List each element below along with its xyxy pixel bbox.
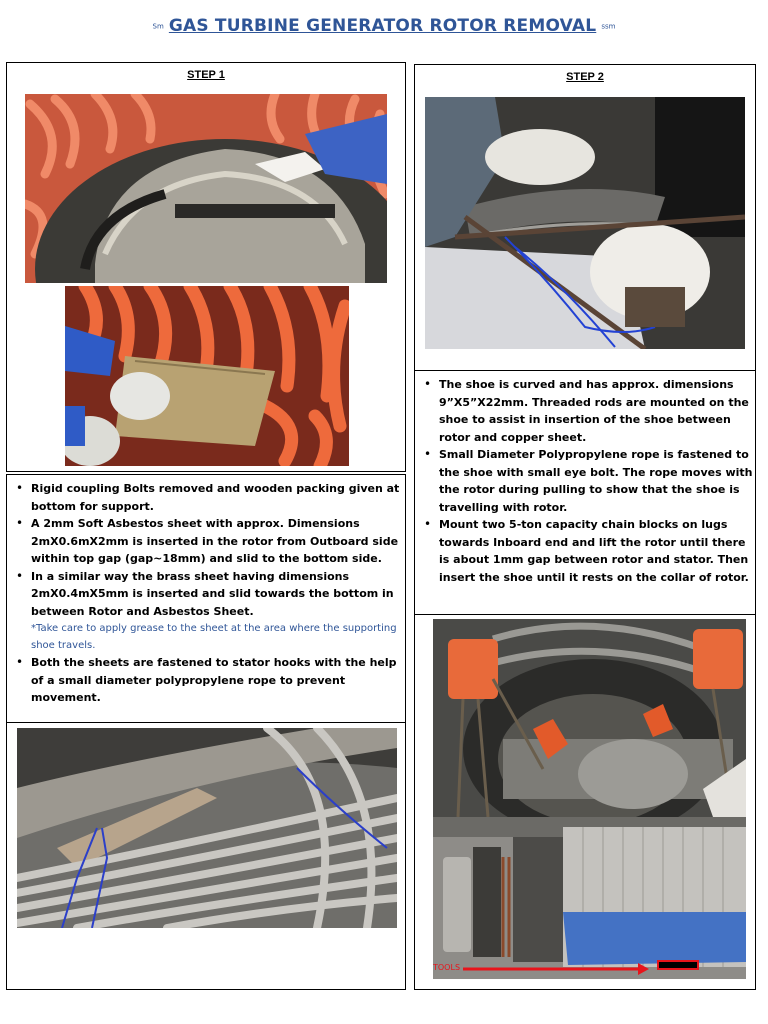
step1-label: STEP 1 (187, 69, 225, 81)
step1-bullet-3 (31, 568, 405, 655)
step2-text-panel (414, 370, 756, 616)
step2-bullet-3: • Mount two 5-ton capacity chain blocks on lugs towards Inboard end and lift the rotor until there is about 1mm gap between rotor and stator. Then insert the shoe until it rests on the collar of rotor. (439, 516, 755, 586)
step2-bullet-list (415, 376, 755, 586)
step1-text-panel (6, 474, 406, 724)
title-prefix: Sm (152, 22, 164, 31)
step2-bullet-2: • Small Diameter Polypropylene rope is fastened to the shoe with small eye bolt. The rope moves with the rotor during pulling to show that the shoe is travelling with rotor. (439, 446, 755, 516)
step1-grease-note: *Take care to apply grease to the sheet at the area where the supporting shoe travels. (31, 623, 397, 651)
step1-bullet-2: • A 2mm Soft Asbestos sheet with approx. Dimensions 2mX0.6mX2mm is inserted in the rotor from Outboard side within top gap (gap~18mm) and slid to the bottom side. (31, 515, 405, 568)
step1-bullet-3-text: In a similar way the brass sheet having dimensions 2mX0.4mX5mm is inserted and slid towards the bottom in between Rotor and Asbestos Sheet. (31, 569, 394, 618)
step1-bullet-1: • Rigid coupling Bolts removed and wooden packing given at bottom for support. (31, 480, 405, 515)
step2-photo-chain-blocks (433, 619, 746, 817)
title-suffix: ssm (601, 22, 616, 31)
title-text: GAS TURBINE GENERATOR ROTOR REMOVAL (168, 16, 597, 36)
step2-photo-rotor-shoe (433, 817, 746, 979)
tools-label: TOOLS (433, 963, 461, 972)
step1-photo-brass-sheet (65, 286, 349, 466)
step2-photo-shoe-insertion (425, 97, 745, 349)
step1-bullet-4: • Both the sheets are fastened to stator hooks with the help of a small diameter polypropylene rope to prevent movement. (31, 654, 405, 707)
step1-photo-panel (6, 62, 406, 472)
page-title (0, 16, 768, 36)
step2-bottom-photo-panel (414, 614, 756, 990)
step1-photo-sheet-insertion (25, 94, 387, 283)
step2-photo-panel (414, 64, 756, 372)
step1-bottom-photo-panel (6, 722, 406, 990)
step2-label: STEP 2 (566, 71, 604, 83)
step2-bullet-1: • The shoe is curved and has approx. dimensions 9”X5”X22mm. Threaded rods are mounted on the shoe to assist in insertion of the shoe between rotor and copper sheet. (439, 376, 755, 446)
step1-photo-rope-fastening (17, 728, 397, 928)
step1-bullet-list (7, 480, 405, 707)
